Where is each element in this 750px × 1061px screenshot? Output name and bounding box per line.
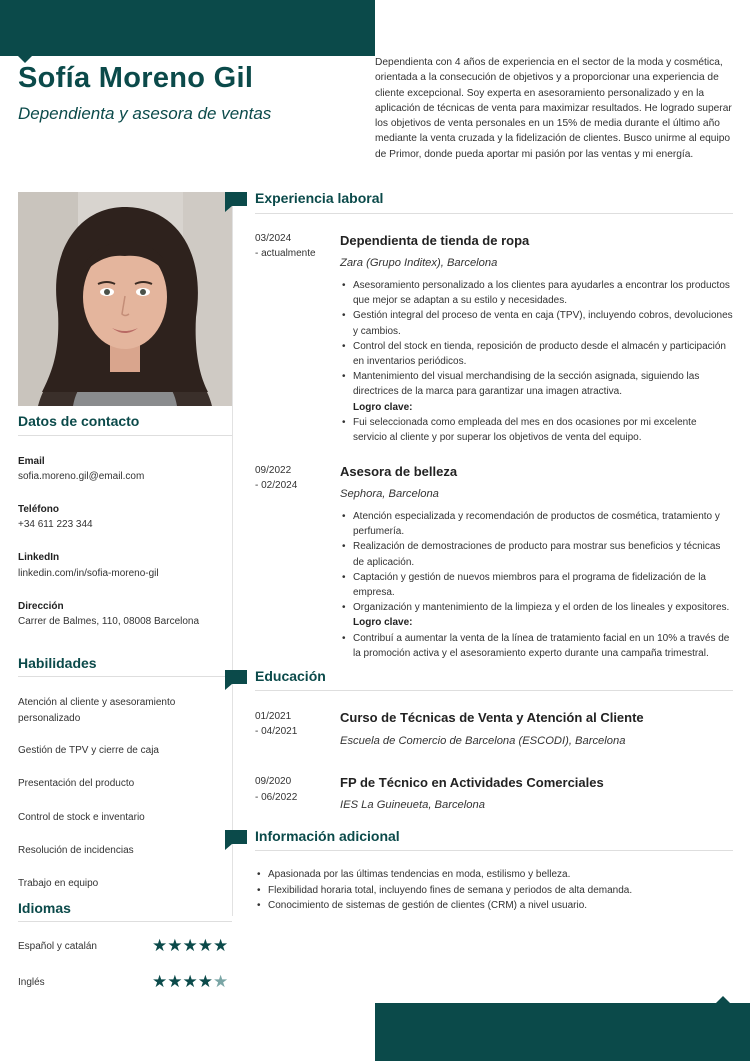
star-filled-icon: ★ — [182, 972, 198, 991]
section-marker-icon — [225, 192, 247, 206]
candidate-name: Sofía Moreno Gil — [18, 62, 254, 94]
language-name: Español y catalán — [18, 941, 97, 952]
skill-item: Atención al cliente y asesoramiento personalizado — [18, 697, 176, 724]
skill-item: Presentación del producto — [18, 778, 135, 789]
languages-heading: Idiomas — [18, 900, 71, 916]
additional-info-item: • Flexibilidad horaria total, incluyendo fines de semana y periodos de alta demanda. — [255, 883, 733, 899]
additional-info-item: • Conocimiento de sistemas de gestión de clientes (CRM) a nivel usuario. — [255, 898, 733, 914]
job-date-end: - 02/2024 — [255, 480, 298, 491]
education-date-end: - 06/2022 — [255, 792, 298, 803]
additional-info-divider — [255, 850, 733, 851]
contact-address-value: Carrer de Balmes, 110, 08008 Barcelona — [18, 616, 200, 627]
language-name: Inglés — [18, 977, 45, 988]
job-title: Asesora de belleza — [340, 464, 458, 479]
contact-email-label: Email — [18, 456, 45, 467]
job-bullet: • Realización de demostraciones de producto para mostrar sus beneficios y técnicas de aplicación. — [340, 539, 733, 569]
skill-item: Gestión de TPV y cierre de caja — [18, 745, 159, 756]
language-rating-stars — [152, 973, 228, 991]
skill-item: Control de stock e inventario — [18, 812, 145, 823]
star-filled-icon: ★ — [197, 972, 213, 991]
contact-heading: Datos de contacto — [18, 413, 140, 429]
education-school: Escuela de Comercio de Barcelona (ESCODI), Barcelona — [340, 735, 626, 747]
skill-item: Resolución de incidencias — [18, 845, 134, 856]
skills-divider — [18, 676, 232, 677]
education-divider — [255, 690, 733, 691]
star-filled-icon: ★ — [213, 936, 229, 955]
contact-address-label: Dirección — [18, 601, 64, 612]
job-bullet: • Mantenimiento del visual merchandising de la sección asignada, siguiendo las directrices de la marca para garantizar una imagen atractiva. — [340, 369, 733, 399]
job-bullet: • Asesoramiento personalizado a los clientes para ayudarles a encontrar los productos que mejor se adaptan a su estilo y necesidades. — [340, 278, 733, 308]
profile-photo-illustration — [18, 192, 232, 406]
education-title: FP de Técnico en Actividades Comerciales — [340, 775, 604, 790]
job-achievement: • Contribuí a aumentar la venta de la línea de tratamiento facial en un 10% a través de la promoción activa y el asesoramiento experto durante una campaña trimestral. — [340, 631, 733, 661]
education-date-start: 09/2020 — [255, 776, 292, 787]
footer-band-notch — [716, 996, 730, 1003]
additional-info-list — [255, 867, 733, 914]
job-bullet-list — [340, 509, 733, 661]
profile-summary: Dependienta con 4 años de experiencia en el sector de la moda y cosmética, orientada a la consecución de objetivos y a proporcionar una experiencia de cliente excepcional. Soy experta en asesoramiento personalizado y en la aplicación de técnicas de venta para maximizar resultados. He logrado superar los objetivos de venta personales en un 15% de media durante el último año mediante la venta cruzada y la fidelización de clientes. Busco unirme al equipo de Primor, donde pueda aportar mi pasión por las ventas y mi energía. — [375, 57, 732, 160]
job-bullet-list — [340, 278, 733, 445]
star-filled-icon: ★ — [152, 972, 168, 991]
language-rating-stars — [152, 937, 228, 955]
job-date-start: 03/2024 — [255, 233, 292, 244]
candidate-role: Dependienta y asesora de ventas — [18, 104, 272, 123]
job-employer: Zara (Grupo Inditex), Barcelona — [340, 257, 498, 269]
contact-linkedin-label: LinkedIn — [18, 552, 60, 563]
additional-info-item: • Apasionada por las últimas tendencias en moda, estilismo y belleza. — [255, 867, 733, 883]
education-school: IES La Guineueta, Barcelona — [340, 799, 485, 811]
additional-info-heading: Información adicional — [255, 828, 400, 844]
star-filled-icon: ★ — [197, 936, 213, 955]
section-marker-icon — [225, 830, 247, 844]
education-heading: Educación — [255, 668, 326, 684]
section-marker-icon — [225, 670, 247, 684]
job-date-start: 09/2022 — [255, 465, 292, 476]
skills-heading: Habilidades — [18, 655, 97, 671]
star-filled-icon: ★ — [182, 936, 198, 955]
job-bullet: • Control del stock en tienda, reposición de producto desde el almacén y participación en inventarios periódicos. — [340, 339, 733, 369]
contact-linkedin-value[interactable]: linkedin.com/in/sofia-moreno-gil — [18, 568, 159, 579]
skill-item: Trabajo en equipo — [18, 878, 99, 889]
column-divider — [232, 192, 233, 916]
languages-divider — [18, 921, 232, 922]
job-title: Dependienta de tienda de ropa — [340, 233, 530, 248]
contact-email-value[interactable]: sofia.moreno.gil@email.com — [18, 471, 145, 482]
education-date-end: - 04/2021 — [255, 726, 298, 737]
job-bullet: • Gestión integral del proceso de venta en caja (TPV), incluyendo cobros, devoluciones y cambios. — [340, 308, 733, 338]
job-employer: Sephora, Barcelona — [340, 488, 439, 500]
contact-divider — [18, 435, 232, 436]
contact-phone-label: Teléfono — [18, 504, 59, 515]
star-empty-icon: ★ — [213, 972, 229, 991]
contact-phone-value[interactable]: +34 611 223 344 — [18, 519, 93, 530]
job-achievement-label: Logro clave: — [353, 617, 413, 629]
education-date-start: 01/2021 — [255, 711, 292, 722]
education-title: Curso de Técnicas de Venta y Atención al Cliente — [340, 710, 644, 725]
star-filled-icon: ★ — [167, 972, 183, 991]
job-achievement: • Fui seleccionada como empleada del mes en dos ocasiones por mi excelente servicio al cliente y por superar los objetivos de venta del equipo. — [340, 415, 733, 445]
experience-heading: Experiencia laboral — [255, 190, 384, 206]
job-date-end: - actualmente — [255, 248, 316, 259]
star-filled-icon: ★ — [167, 936, 183, 955]
job-bullet: • Atención especializada y recomendación de productos de cosmética, tratamiento y perfumería. — [340, 509, 733, 539]
job-achievement-label: Logro clave: — [353, 401, 413, 413]
footer-band — [375, 1003, 750, 1061]
header-band — [0, 0, 375, 56]
job-bullet: • Organización y mantenimiento de la limpieza y el orden de los lineales y expositores. — [340, 600, 733, 615]
profile-photo — [18, 192, 232, 406]
job-bullet: • Captación y gestión de nuevos miembros para el programa de fidelización de la empresa. — [340, 570, 733, 600]
star-filled-icon: ★ — [152, 936, 168, 955]
experience-divider — [255, 213, 733, 214]
